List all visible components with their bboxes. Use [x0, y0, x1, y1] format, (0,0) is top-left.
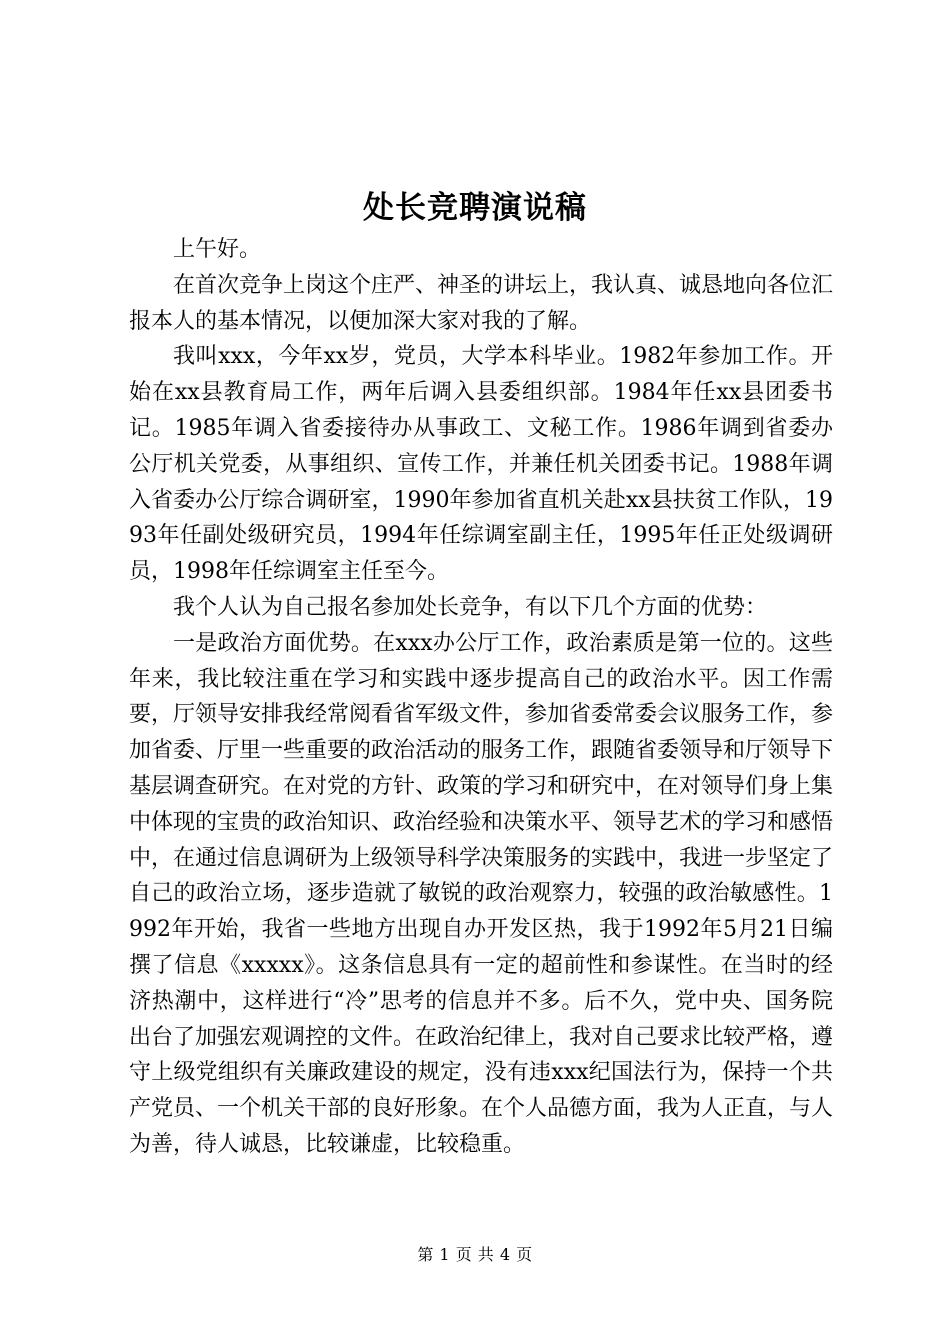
background-paragraph: 我叫xxx，今年xx岁，党员，大学本科毕业。1982年参加工作。开始在xx县教育局工作，两年后调入县委组织部。1984年任xx县团委书记。1985年调入省委接待办从事政工、文秘工作。1986年调到省委办公厅机关党委，从事组织、宣传工作，并兼任机关团委书记。1988年调入省委办公厅综合调研室，1990年参加省直机关赴xx县扶贫工作队，1993年任副处级研究员，1994年任综调室副主任，1995年任正处级调研员，1998年任综调室主任至今。	[129, 344, 833, 585]
political-advantage-paragraph: 一是政治方面优势。在xxx办公厅工作，政治素质是第一位的。这些年来，我比较注重在学习和实践中逐步提高自己的政治水平。因工作需要，厅领导安排我经常阅看省军级文件，参加省委常委会议服务工作，参加省委、厅里一些重要的政治活动的服务工作，跟随省委领导和厅领导下基层调查研究。在对党的方针、政策的学习和研究中，在对领导们身上集中体现的宝贵的政治知识、政治经验和决策水平、领导艺术的学习和感悟中，在通过信息调研为上级领导科学决策服务的实践中，我进一步坚定了自己的政治立场，逐步造就了敏锐的政治观察力，较强的政治敏感性。1992年开始，我省一些地方出现自办开发区热，我于1992年5月21日编撰了信息《xxxxx》。这条信息具有一定的超前性和参谋性。在当时的经济热潮中，这样进行“冷”思考的信息并不多。后不久，党中央、国务院出台了加强宏观调控的文件。在政治纪律上，我对自己要求比较严格，遵守上级党组织有关廉政建设的规定，没有违xxx纪国法行为，保持一个共产党员、一个机关干部的良好形象。在个人品德方面，我为人正直，与人为善，待人诚恳，比较谦虚，比较稳重。	[129, 630, 834, 1157]
page-footer: 第 1 页 共 4 页	[417, 1245, 533, 1264]
document-body	[129, 232, 833, 1163]
greeting-paragraph: 上午好。	[173, 237, 262, 262]
document-title: 处长竞聘演说稿	[363, 190, 587, 226]
intro-paragraph: 在首次竞争上岗这个庄严、神圣的讲坛上，我认真、诚恳地向各位汇报本人的基本情况，以便加深大家对我的了解。	[129, 272, 834, 334]
advantages-intro-paragraph: 我个人认为自己报名参加处长竞争，有以下几个方面的优势：	[173, 594, 768, 620]
